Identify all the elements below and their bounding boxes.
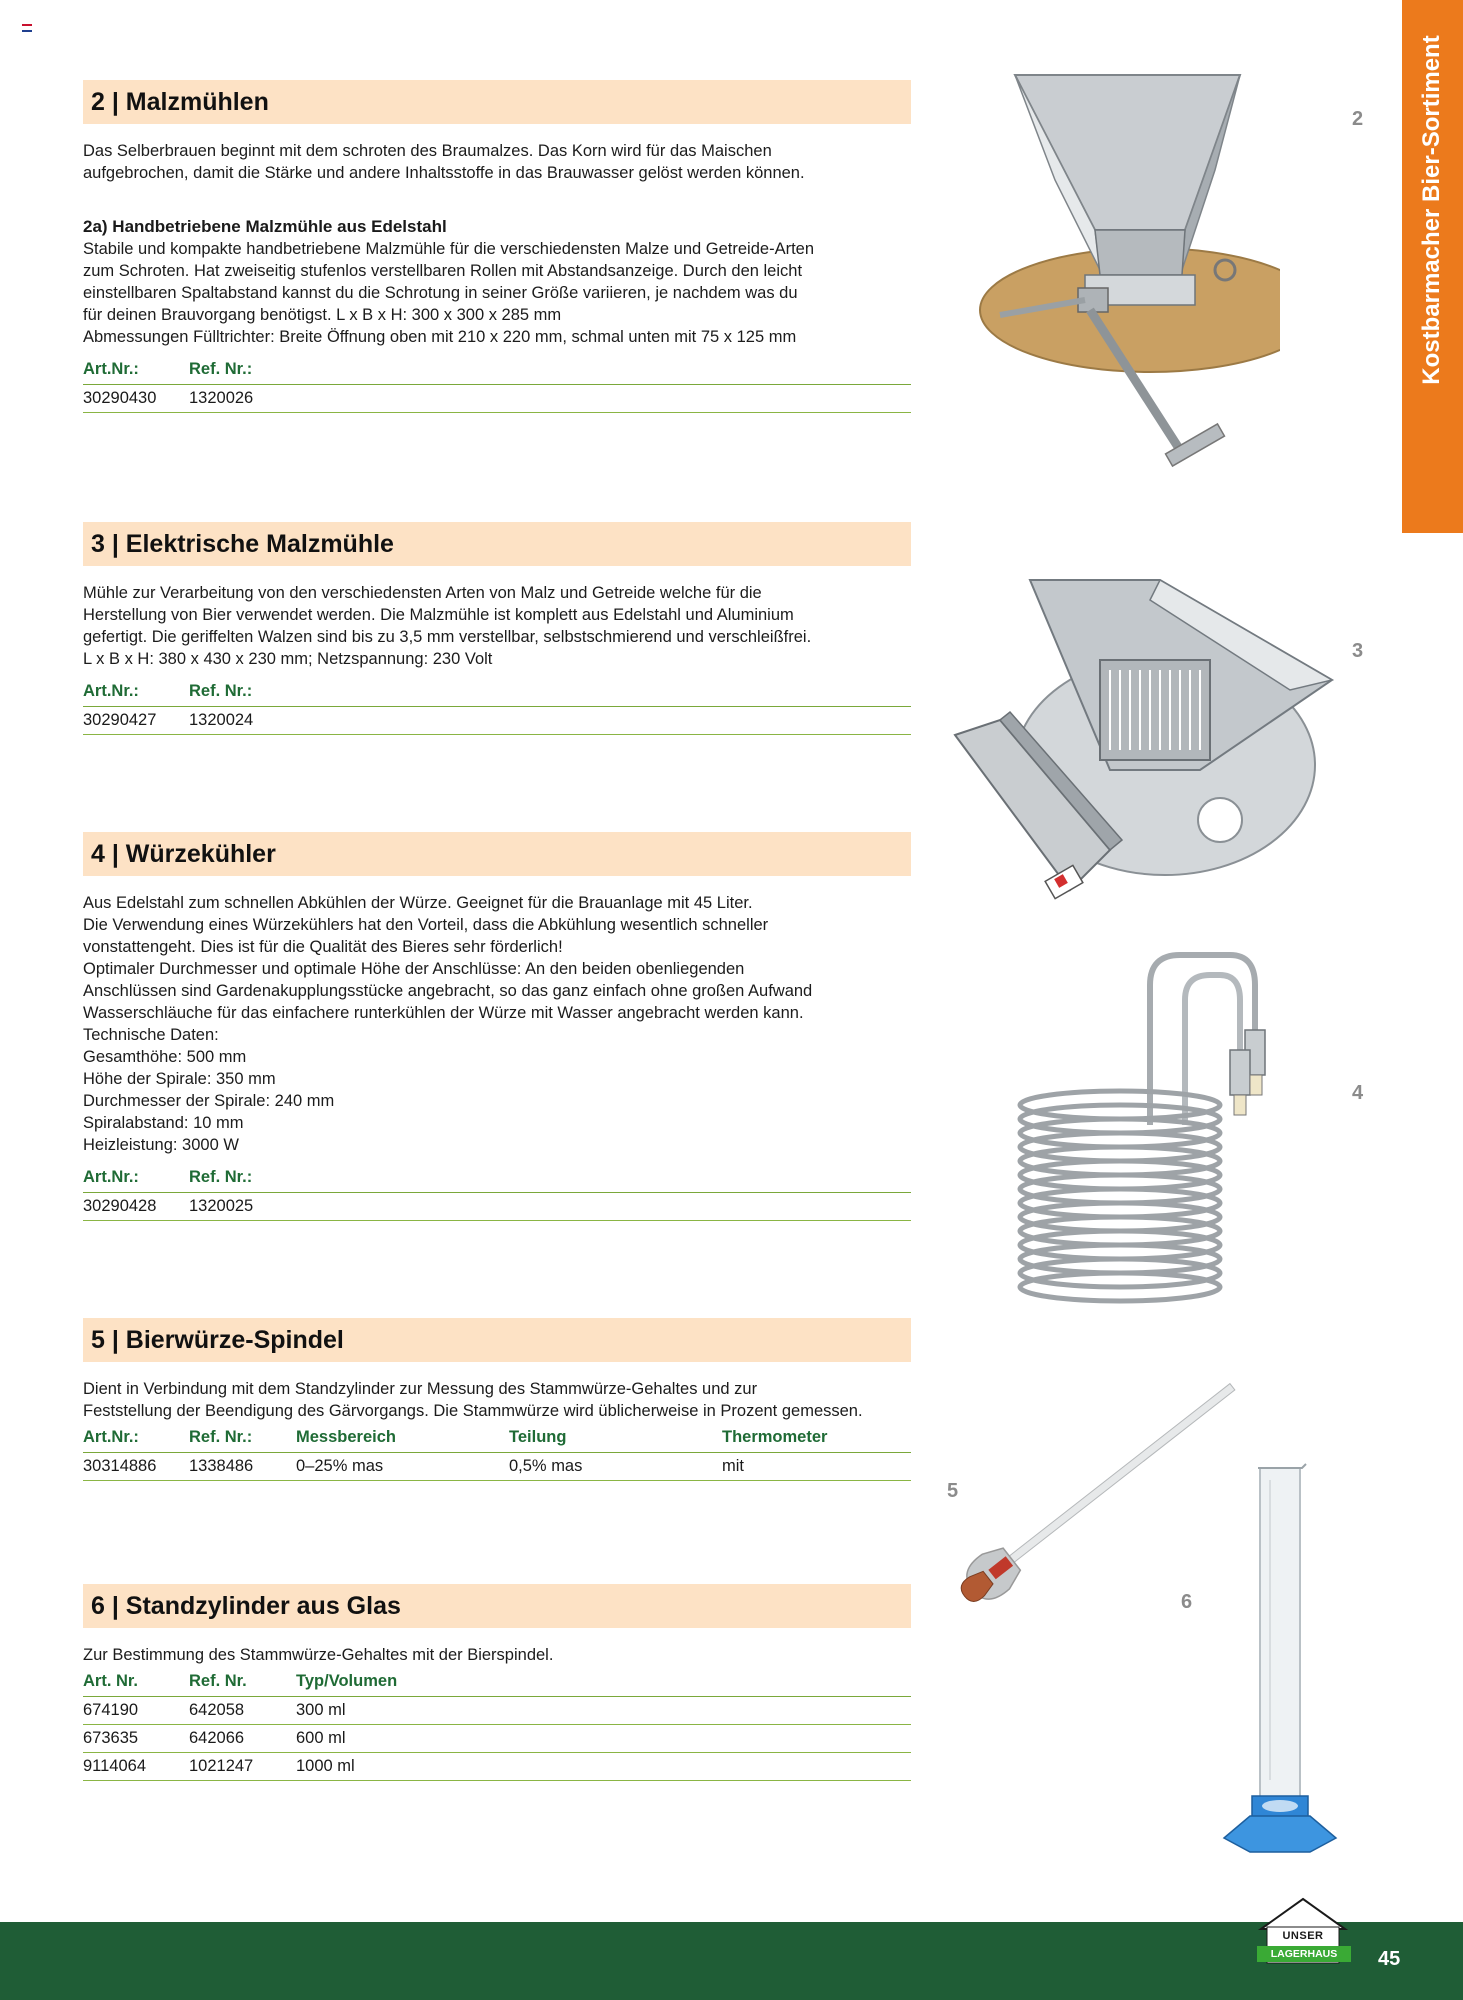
image-number-2: 2 (1352, 108, 1364, 130)
table-cell: 9114064 (83, 1752, 189, 1780)
table-row (83, 706, 911, 734)
section-title: 6 | Standzylinder aus Glas (83, 1584, 911, 1628)
section-malzmuehlen (83, 80, 911, 413)
table-header: Ref. Nr.: (189, 1424, 296, 1452)
article-table (83, 1164, 911, 1221)
table-cell: 30290427 (83, 706, 189, 734)
table-cell: 1338486 (189, 1452, 296, 1480)
section-bierwuerze-spindel (83, 1318, 911, 1481)
table-header: Ref. Nr.: (189, 356, 911, 384)
section-description: Aus Edelstahl zum schnellen Abkühlen der Würze. Geeignet für die Brauanlage mit 45 Liter. Die Verwendung eines Würzekühlers hat den Vorteil, dass die Abkühlung wesentlich schneller vonstattengeht. Dies ist für die Qualität des Bieres sehr förderlich! Optimaler Durchmesser und optimale Höhe der Anschlüsse: An den beiden obenliegenden Anschlüssen sind Gardenakupplungsstücke angebracht, so das ganz einfach ohne großen Aufwand Wasserschläuche für das einfachere runterkühlen der Würze mit Wasser angebracht werden kann. Technische Daten: Gesamthöhe: 500 mm Höhe der Spirale: 350 mm Durchmesser der Spirale: 240 mm Spiralabstand: 10 mm Heizleistung: 3000 W (83, 894, 813, 1154)
table-header: Ref. Nr. (189, 1668, 296, 1696)
table-cell: 1000 ml (296, 1752, 911, 1780)
table-cell: 1320025 (189, 1192, 911, 1220)
table-cell: 674190 (83, 1696, 189, 1724)
section-description: Zur Bestimmung des Stammwürze-Gehaltes mit der Bierspindel. (83, 1646, 554, 1664)
table-cell: 600 ml (296, 1724, 911, 1752)
table-cell: 673635 (83, 1724, 189, 1752)
image-number-6: 6 (1181, 1591, 1193, 1613)
section-description: Dient in Verbindung mit dem Standzylinder zur Messung des Stammwürze-Gehaltes und zur Feststellung der Beendigung des Gärvorgangs. Die Stammwürze wird üblicherweise in Prozent gemessen. (83, 1380, 863, 1420)
table-row (83, 1752, 911, 1780)
subsection-title: 2a) Handbetriebene Malzmühle aus Edelstahl (83, 217, 447, 236)
table-header: Messbereich (296, 1424, 509, 1452)
section-standzylinder (83, 1584, 911, 1781)
table-row (83, 1696, 911, 1724)
electric-malt-mill-image (950, 540, 1340, 930)
section-description: Das Selberbrauen beginnt mit dem schroten des Braumalzes. Das Korn wird für das Maischen aufgebrochen, damit die Stärke und andere Inhaltsstoffe in das Brauwasser gelöst werden können. (83, 142, 805, 182)
side-tab-label: Kostbarmacher Bier-Sortiment (1418, 35, 1445, 385)
table-cell: 30314886 (83, 1452, 189, 1480)
table-cell: 642058 (189, 1696, 296, 1724)
article-table (83, 1424, 911, 1481)
table-row (83, 1192, 911, 1220)
table-header: Teilung (509, 1424, 722, 1452)
table-row (83, 1452, 911, 1480)
table-header: Thermometer (722, 1424, 911, 1452)
section-wuerzekuehler (83, 832, 911, 1221)
table-cell: 0,5% mas (509, 1452, 722, 1480)
table-cell: 30290430 (83, 384, 189, 412)
glass-cylinder-image (1220, 1460, 1350, 1860)
language-flag-icon (22, 24, 32, 32)
table-cell: 1021247 (189, 1752, 296, 1780)
table-cell: 1320026 (189, 384, 911, 412)
footer-bar (0, 1922, 1463, 2000)
table-header: Art.Nr.: (83, 356, 189, 384)
table-header: Art.Nr.: (83, 1164, 189, 1192)
hand-malt-mill-image (960, 60, 1280, 510)
image-number-3: 3 (1352, 640, 1364, 662)
wort-chiller-image (1010, 945, 1310, 1325)
subsection-description: Stabile und kompakte handbetriebene Malzmühle für die verschiedensten Malze und Getreide-Arten zum Schroten. Hat zweiseitig stufenlos verstellbaren Rollen mit Abstandsanzeige. Durch den leicht einstellbaren Spaltabstand kannst du die Schrotung in seiner Größe variieren, je nachdem was du für deinen Brauvorgang benötigst. L x B x H: 300 x 300 x 285 mm Abmessungen Fülltrichter: Breite Öffnung oben mit 210 x 220 mm, schmal unten mit 75 x 125 mm (83, 240, 815, 346)
section-elektrische-malzmuehle (83, 522, 911, 735)
article-table (83, 356, 911, 413)
section-description: Mühle zur Verarbeitung von den verschiedensten Arten von Malz und Getreide welche für die Herstellung von Bier verwendet werden. Die Malzmühle ist komplett aus Edelstahl und Aluminium gefertigt. Die geriffelten Walzen sind bis zu 3,5 mm verstellbar, selbstschmierend und verschleißfrei. L x B x H: 380 x 430 x 230 mm; Netzspannung: 230 Volt (83, 584, 812, 668)
table-header: Typ/Volumen (296, 1668, 911, 1696)
table-header: Ref. Nr.: (189, 1164, 911, 1192)
table-header: Art.Nr.: (83, 678, 189, 706)
table-cell: 1320024 (189, 706, 911, 734)
table-header: Art. Nr. (83, 1668, 189, 1696)
table-cell: mit (722, 1452, 911, 1480)
logo-text-bottom: LAGERHAUS (1257, 1946, 1351, 1962)
section-title: 5 | Bierwürze-Spindel (83, 1318, 911, 1362)
logo-text-top: UNSER (1282, 1930, 1324, 1942)
image-number-5: 5 (947, 1480, 959, 1502)
table-cell: 642066 (189, 1724, 296, 1752)
section-title: 3 | Elektrische Malzmühle (83, 522, 911, 566)
table-cell: 0–25% mas (296, 1452, 509, 1480)
table-cell: 300 ml (296, 1696, 911, 1724)
table-row (83, 1724, 911, 1752)
section-title: 2 | Malzmühlen (83, 80, 911, 124)
table-cell: 30290428 (83, 1192, 189, 1220)
image-number-4: 4 (1352, 1082, 1364, 1104)
section-title: 4 | Würzekühler (83, 832, 911, 876)
table-header: Art.Nr.: (83, 1424, 189, 1452)
table-row (83, 384, 911, 412)
article-table (83, 1668, 911, 1781)
page-number: 45 (1378, 1948, 1401, 1970)
article-table (83, 678, 911, 735)
side-tab (1402, 0, 1463, 533)
table-header: Ref. Nr.: (189, 678, 911, 706)
